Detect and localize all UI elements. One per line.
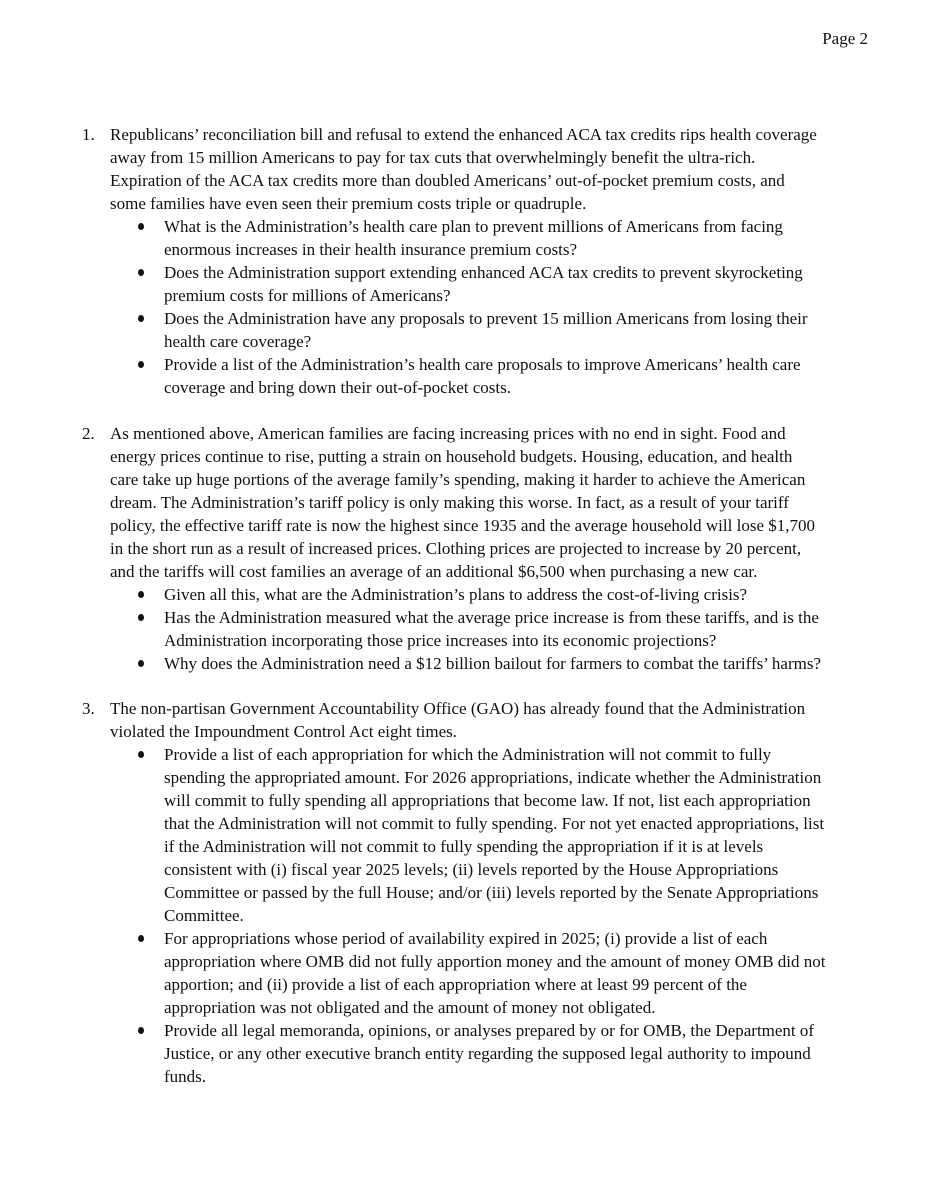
text-line: For appropriations whose period of availability expired in 2025; (i) provide a list of each <box>164 929 768 948</box>
text-line: premium costs for millions of Americans? <box>164 286 451 305</box>
text-line: Provide a list of the Administration’s health care proposals to improve Americans’ health care <box>164 355 801 374</box>
bullet-icon <box>138 591 144 598</box>
bullet-icon <box>138 223 144 230</box>
text-line: spending the appropriated amount. For 2026 appropriations, indicate whether the Administration <box>164 768 822 787</box>
text-line: Given all this, what are the Administration’s plans to address the cost-of-living crisis? <box>164 585 748 604</box>
bullet-icon <box>138 660 144 667</box>
text-line: appropriation where OMB did not fully apportion money and the amount of money OMB did not <box>164 952 826 971</box>
text-line: away from 15 million Americans to pay for tax cuts that overwhelmingly benefit the ultra-rich. <box>110 148 756 167</box>
text-line: energy prices continue to rise, putting a strain on household budgets. Housing, education, and health <box>110 447 793 466</box>
text-line: will commit to fully spending all appropriations that become law. If not, list each appropriation <box>164 791 811 810</box>
text-line: The non-partisan Government Accountability Office (GAO) has already found that the Administration <box>110 699 806 718</box>
text-line: dream. The Administration’s tariff policy is only making this worse. In fact, as a result of your tariff <box>110 493 789 512</box>
bullet-icon <box>138 269 144 276</box>
text-line: that the Administration will not commit to fully spending. For not yet enacted appropriations, list <box>164 814 825 833</box>
bullet-icon <box>138 1027 144 1034</box>
text-line: if the Administration will not commit to fully spending the appropriation if it is at levels <box>164 837 764 856</box>
text-line: Administration incorporating those price increases into its economic projections? <box>164 631 717 650</box>
text-line: Provide a list of each appropriation for which the Administration will not commit to fully <box>164 745 772 764</box>
text-line: Does the Administration support extending enhanced ACA tax credits to prevent skyrocketing <box>164 263 803 282</box>
text-line: and the tariffs will cost families an average of an additional $6,500 when purchasing a new car. <box>110 562 758 581</box>
page-number: Page 2 <box>822 29 868 48</box>
item-number: 1. <box>82 125 95 144</box>
bullet-icon <box>138 361 144 368</box>
text-line: What is the Administration’s health care plan to prevent millions of Americans from facing <box>164 217 783 236</box>
text-line: enormous increases in their health insurance premium costs? <box>164 240 578 259</box>
text-line: violated the Impoundment Control Act eight times. <box>110 722 458 741</box>
bullet-icon <box>138 614 144 621</box>
text-line: Committee or passed by the full House; and/or (iii) levels reported by the Senate Appropriations <box>164 883 819 902</box>
text-line: funds. <box>164 1067 207 1086</box>
text-line: appropriation was not obligated and the amount of money not obligated. <box>164 998 656 1017</box>
text-line: coverage and bring down their out-of-pocket costs. <box>164 378 511 397</box>
text-line: Committee. <box>164 906 244 925</box>
bullet-icon <box>138 751 144 758</box>
text-line: Republicans’ reconciliation bill and refusal to extend the enhanced ACA tax credits rips health coverage <box>110 125 817 144</box>
bullet-icon <box>138 315 144 322</box>
text-line: Has the Administration measured what the average price increase is from these tariffs, and is the <box>164 608 819 627</box>
text-line: Provide all legal memoranda, opinions, or analyses prepared by or for OMB, the Department of <box>164 1021 815 1040</box>
item-number: 3. <box>82 699 95 718</box>
text-line: in the short run as a result of increased prices. Clothing prices are projected to increase by 20 percent, <box>110 539 802 558</box>
text-line: health care coverage? <box>164 332 312 351</box>
item-paragraph <box>110 697 890 743</box>
item-paragraph <box>110 422 890 583</box>
text-line: Expiration of the ACA tax credits more than doubled Americans’ out-of-pocket premium costs, and <box>110 171 785 190</box>
text-line: care take up huge portions of the average family’s spending, making it harder to achieve the American <box>110 470 806 489</box>
text-line: Justice, or any other executive branch entity regarding the supposed legal authority to impound <box>164 1044 811 1063</box>
text-line: consistent with (i) fiscal year 2025 levels; (ii) levels reported by the House Appropriations <box>164 860 779 879</box>
text-line: Why does the Administration need a $12 billion bailout for farmers to combat the tariffs’ harms? <box>164 654 822 673</box>
text-line: some families have even seen their premium costs triple or quadruple. <box>110 194 587 213</box>
bullet-icon <box>138 935 144 942</box>
text-line: policy, the effective tariff rate is now the highest since 1935 and the average household will lose $1,700 <box>110 516 815 535</box>
text-line: Does the Administration have any proposals to prevent 15 million Americans from losing their <box>164 309 808 328</box>
text-line: As mentioned above, American families are facing increasing prices with no end in sight. Food and <box>110 424 786 443</box>
item-number: 2. <box>82 424 95 443</box>
text-line: apportion; and (ii) provide a list of each appropriation where at least 99 percent of the <box>164 975 747 994</box>
item-paragraph <box>110 123 890 215</box>
